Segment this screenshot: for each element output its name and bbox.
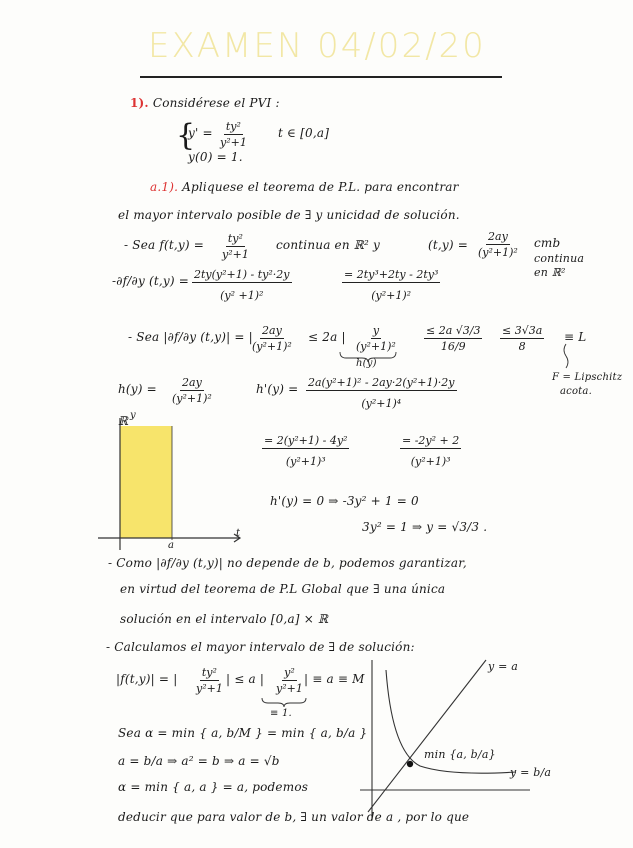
- line3-den3: 16/9: [440, 340, 466, 353]
- line3-den4: 8: [518, 340, 526, 353]
- alpha-result: α = min { a, a } = a, podemos: [118, 780, 309, 794]
- problem-number: 1).: [130, 96, 149, 110]
- graph2-label-curve: y = b/a: [510, 766, 552, 779]
- hprime-num: 2a(y²+1)² - 2ay·2(y²+1)·2y: [308, 376, 455, 389]
- line2-den2: (y²+1)²: [371, 289, 412, 302]
- bound-d: ≡ 1.: [270, 708, 292, 719]
- line3-b: ≤ 2a |: [308, 330, 346, 344]
- line2-den1: (y² +1)²: [220, 289, 264, 302]
- bound-b: | ≤ a |: [226, 672, 265, 686]
- strip-label-t: t: [236, 528, 241, 539]
- conclusion-line2: en virtud del teorema de P.L Global que ∃ una única: [120, 582, 446, 596]
- problem-statement: Considérese el PVI :: [152, 96, 280, 110]
- line3-hy: h(y): [356, 358, 377, 369]
- hprime-label: h'(y) =: [256, 382, 299, 396]
- line1-b: continua en ℝ² y: [276, 238, 380, 252]
- h-num: 2ay: [182, 376, 202, 389]
- hprime-den2: (y²+1)³: [285, 455, 326, 468]
- line2-num2: = 2ty³+2ty - 2ty³: [344, 268, 439, 281]
- line3-den1: (y²+1)²: [252, 340, 292, 353]
- lipschitz-squiggle: [564, 344, 568, 368]
- strip-label-a: a: [168, 540, 175, 551]
- strip-label-R: ℝ: [118, 414, 129, 428]
- bound-c: | ≡ a ≡ M: [304, 672, 365, 686]
- part-a-line2: el mayor intervalo posible de ∃ y unicidad de solución.: [118, 208, 460, 222]
- line3-a: - Sea |∂f/∂y (t,y)| = |: [128, 330, 253, 344]
- hy-brace: [340, 352, 396, 362]
- ode-numerator: ty²: [225, 120, 241, 133]
- part-a-label: a.1).: [150, 180, 179, 194]
- strip-fill: [120, 426, 172, 538]
- line1-f: en ℝ²: [534, 266, 566, 279]
- h-den: (y²+1)²: [172, 392, 212, 405]
- strip-label-y: y: [130, 410, 136, 421]
- bound-frac2: [276, 666, 303, 695]
- bound-den2: y²+1: [276, 682, 303, 695]
- bound-num2: y²: [284, 666, 295, 679]
- bound-a: |f(t,y)| = |: [116, 672, 178, 686]
- line3-L: ≡ L: [564, 330, 587, 344]
- line1-d: cmb: [534, 236, 561, 250]
- graph2-line-ya: [368, 660, 486, 812]
- bound-num1: ty²: [201, 666, 217, 679]
- max-interval-heading: - Calculamos el mayor intervalo de ∃ de solución:: [106, 640, 415, 654]
- line3-den2: (y²+1)²: [356, 340, 396, 353]
- line3-num1: 2ay: [262, 324, 282, 337]
- h-def-label: h(y) =: [118, 382, 157, 396]
- exam-title: EXAMEN 04/02/20: [148, 26, 486, 66]
- line1-c: (t,y) =: [428, 238, 469, 252]
- initial-condition: y(0) = 1.: [188, 150, 243, 164]
- alpha-solve: a = b/a ⇒ a² = b ⇒ a = √b: [118, 754, 280, 768]
- line3-lipschitz: F = Lipschitz: [552, 372, 623, 383]
- line3-acota: acota.: [560, 386, 592, 397]
- conclusion-line1: - Como |∂f/∂y (t,y)| no depende de b, podemos garantizar,: [108, 556, 467, 570]
- system-brace: {: [176, 118, 196, 153]
- line3-num2: y: [372, 324, 380, 337]
- hprime-zero: h'(y) = 0 ⇒ -3y² + 1 = 0: [270, 494, 419, 508]
- line3-num3: ≤ 2a √3/3: [426, 324, 481, 337]
- bound-brace: [262, 698, 306, 707]
- line2-a: -∂f/∂y (t,y) =: [112, 274, 189, 288]
- line1-f-den: y²+1: [222, 248, 249, 261]
- line1-f-num: ty²: [227, 232, 243, 245]
- bound-frac1: [196, 666, 223, 695]
- hprime-num3: = -2y² + 2: [402, 434, 460, 447]
- line3-num4: ≤ 3√3a: [502, 324, 543, 337]
- hprime-num2: = 2(y²+1) - 4y²: [264, 434, 348, 447]
- ode-denominator: y²+1: [220, 136, 247, 149]
- graph2-label-line: y = a: [488, 660, 518, 673]
- bound-den1: y²+1: [196, 682, 223, 695]
- line2-num1: 2ty(y²+1) - ty²·2y: [194, 268, 290, 281]
- line1-df-num: 2ay: [488, 230, 508, 243]
- ode-lhs: y' =: [188, 126, 213, 140]
- graph2-label-point: min {a, b/a}: [424, 748, 496, 761]
- part-a-text1: Apliquese el teorema de P.L. para encontrar: [182, 180, 459, 194]
- hprime-solution: 3y² = 1 ⇒ y = √3/3 .: [362, 520, 488, 534]
- hprime-den3: (y²+1)³: [410, 455, 451, 468]
- graph2-intersection-point: [407, 761, 413, 767]
- alpha-def: Sea α = min { a, b/M } = min { a, b/a }: [118, 726, 368, 740]
- line1-e: continua: [534, 252, 585, 265]
- conclusion-line3: solución en el intervalo [0,a] × ℝ: [120, 612, 329, 626]
- line1-df-den: (y²+1)²: [478, 246, 518, 259]
- ode-domain: t ∈ [0,a]: [278, 126, 330, 140]
- line1-a: - Sea f(t,y) =: [124, 238, 205, 252]
- final-sentence: deducir que para valor de b, ∃ un valor de a , por lo que: [118, 810, 470, 824]
- hprime-den: (y²+1)⁴: [361, 397, 402, 410]
